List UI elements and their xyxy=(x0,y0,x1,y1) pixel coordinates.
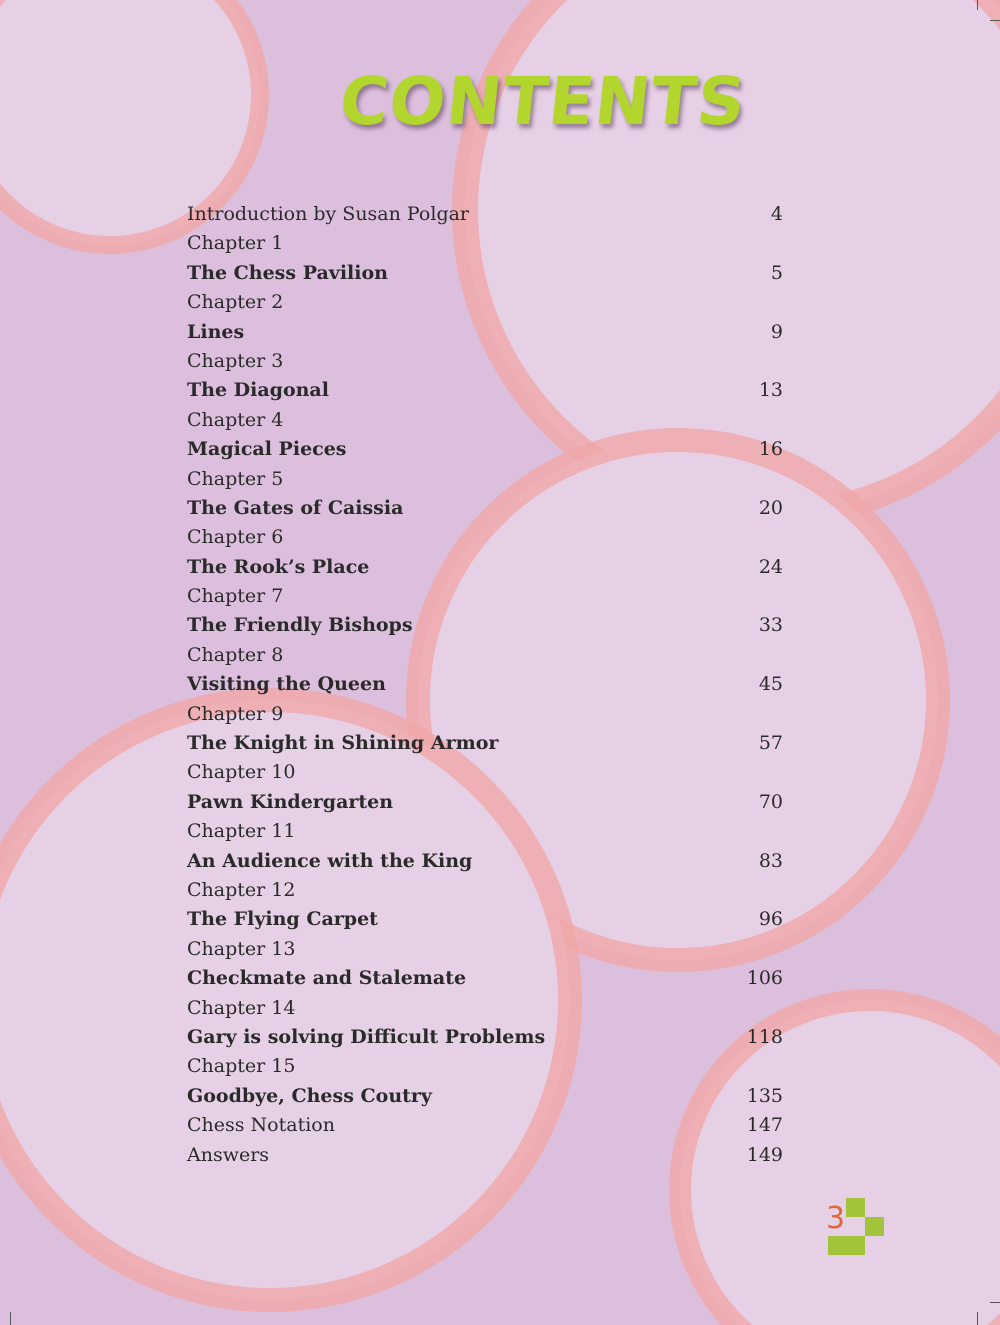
toc-page-number: 20 xyxy=(758,496,783,519)
toc-page-number: 16 xyxy=(758,438,783,461)
toc-label: An Audience with the King xyxy=(187,849,473,872)
toc-page-number: 118 xyxy=(746,1025,783,1048)
toc-label: The Gates of Caissia xyxy=(187,496,404,519)
toc-label: Chapter 14 xyxy=(187,996,296,1019)
folio-square xyxy=(865,1217,884,1236)
toc-entry xyxy=(187,1052,783,1081)
folio-square xyxy=(865,1236,884,1255)
toc-label: Chapter 13 xyxy=(187,937,296,960)
toc-page-number: 106 xyxy=(746,967,783,990)
toc-label: The Friendly Bishops xyxy=(187,614,413,637)
toc-chapter-title xyxy=(187,729,783,758)
toc-label: Chapter 9 xyxy=(187,702,284,725)
toc-label: Magical Pieces xyxy=(187,438,347,461)
toc-page-number: 4 xyxy=(770,203,783,225)
toc-page-number: 13 xyxy=(758,379,783,402)
crop-mark xyxy=(990,1302,1000,1303)
toc-page-number: 147 xyxy=(746,1114,783,1137)
toc-chapter-title xyxy=(187,259,783,288)
toc-label: Goodbye, Chess Coutry xyxy=(187,1084,432,1107)
toc-chapter-title xyxy=(187,553,783,582)
toc-entry xyxy=(187,1111,783,1140)
toc-page-number: 9 xyxy=(770,320,783,343)
toc-label: Chapter 15 xyxy=(187,1055,296,1078)
toc-label: Lines xyxy=(187,320,245,343)
toc-label: Checkmate and Stalemate xyxy=(187,967,467,990)
toc-label: The Diagonal xyxy=(187,379,329,402)
toc-label: Introduction by Susan Polgar xyxy=(187,203,470,225)
toc-entry xyxy=(187,994,783,1023)
toc-entry xyxy=(187,288,783,317)
crop-mark xyxy=(10,1312,11,1325)
toc-entry xyxy=(187,347,783,376)
toc-entry xyxy=(187,582,783,611)
toc-entry xyxy=(187,1141,783,1170)
crop-mark xyxy=(977,0,978,10)
toc-entry xyxy=(187,758,783,787)
toc-label: The Chess Pavilion xyxy=(187,261,388,284)
toc-page-number: 96 xyxy=(758,908,783,931)
toc-page-number: 135 xyxy=(746,1084,783,1107)
toc-chapter-title xyxy=(187,318,783,347)
toc-page-number: 33 xyxy=(758,614,783,637)
toc-page-number: 5 xyxy=(770,261,783,284)
page-title: CONTENTS xyxy=(336,63,750,140)
toc-label: Chapter 7 xyxy=(187,585,284,608)
toc-label: Chapter 11 xyxy=(187,820,296,843)
toc-chapter-title xyxy=(187,1082,783,1111)
toc-chapter-title xyxy=(187,670,783,699)
toc-page-number: 149 xyxy=(746,1143,783,1166)
toc-page-number: 24 xyxy=(758,555,783,578)
toc-label: Chapter 6 xyxy=(187,526,284,549)
toc-label: Pawn Kindergarten xyxy=(187,790,394,813)
toc-entry xyxy=(187,523,783,552)
crop-mark xyxy=(977,1312,978,1325)
toc-page-number: 57 xyxy=(758,732,783,755)
crop-mark xyxy=(990,20,1000,21)
toc-chapter-title xyxy=(187,847,783,876)
folio-square xyxy=(846,1236,865,1255)
toc-label: The Rook’s Place xyxy=(187,555,370,578)
toc-label: Chapter 5 xyxy=(187,467,284,490)
toc-page-number: 83 xyxy=(758,849,783,872)
toc-label: Chapter 3 xyxy=(187,349,284,372)
toc-entry xyxy=(187,641,783,670)
toc-label: The Flying Carpet xyxy=(187,908,378,931)
toc-page-number: 45 xyxy=(758,673,783,696)
toc-label: Chapter 10 xyxy=(187,761,296,784)
toc-label: Gary is solving Difficult Problems xyxy=(187,1025,546,1048)
toc-label: Chapter 1 xyxy=(187,232,284,255)
toc-chapter-title xyxy=(187,905,783,934)
toc-label: Chapter 4 xyxy=(187,408,284,431)
toc-chapter-title xyxy=(187,611,783,640)
toc-entry xyxy=(187,406,783,435)
page-number: 3 xyxy=(826,1201,846,1236)
table-of-contents xyxy=(187,200,783,1170)
toc-chapter-title xyxy=(187,788,783,817)
toc-page-number: 70 xyxy=(758,790,783,813)
toc-chapter-title xyxy=(187,376,783,405)
folio xyxy=(824,1198,888,1258)
toc-chapter-title xyxy=(187,494,783,523)
folio-square xyxy=(828,1236,847,1255)
toc-label: Chapter 2 xyxy=(187,291,284,314)
toc-entry xyxy=(187,200,783,229)
toc-chapter-title xyxy=(187,964,783,993)
toc-label: Answers xyxy=(187,1143,270,1166)
folio-square xyxy=(846,1198,865,1217)
toc-entry xyxy=(187,935,783,964)
toc-label: Chapter 8 xyxy=(187,643,284,666)
toc-label: The Knight in Shining Armor xyxy=(187,732,499,755)
toc-entry xyxy=(187,876,783,905)
toc-entry xyxy=(187,465,783,494)
toc-entry xyxy=(187,700,783,729)
toc-chapter-title xyxy=(187,1023,783,1052)
toc-label: Visiting the Queen xyxy=(187,673,386,696)
toc-chapter-title xyxy=(187,435,783,464)
toc-label: Chess Notation xyxy=(187,1114,335,1137)
toc-label: Chapter 12 xyxy=(187,878,296,901)
toc-entry xyxy=(187,817,783,846)
toc-entry xyxy=(187,229,783,258)
